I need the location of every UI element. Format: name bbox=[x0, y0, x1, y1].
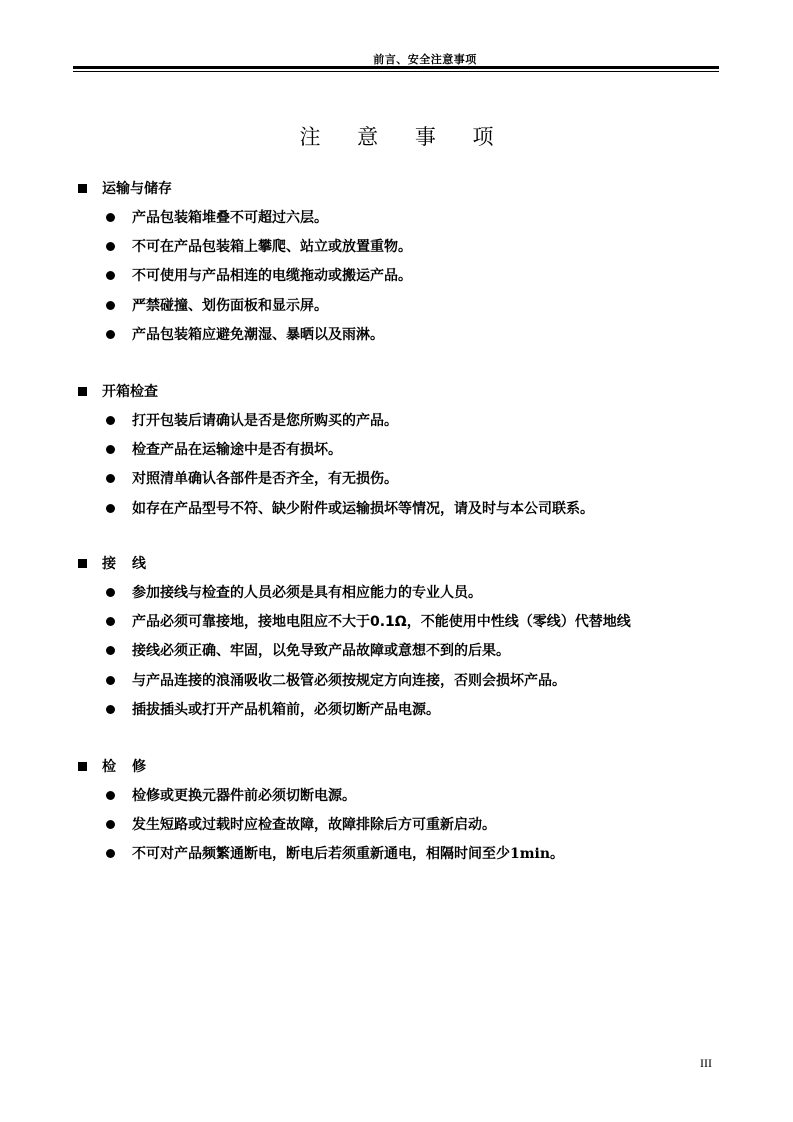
list-item-text: 产品包装箱应避免潮湿、暴晒以及雨淋。 bbox=[132, 326, 384, 343]
list-item bbox=[78, 436, 718, 465]
list-item bbox=[78, 465, 718, 494]
section-transport-storage bbox=[78, 175, 718, 350]
list-item bbox=[78, 696, 718, 725]
section-heading bbox=[78, 753, 718, 782]
list-item bbox=[78, 321, 718, 350]
list-item-text: 检查产品在运输途中是否有损坏。 bbox=[132, 442, 342, 459]
dot-bullet-icon bbox=[106, 646, 115, 655]
dot-bullet-icon bbox=[106, 791, 115, 800]
dot-bullet-icon bbox=[106, 242, 115, 251]
section-heading-text: 开箱检查 bbox=[102, 384, 158, 400]
header-rule-thick bbox=[73, 66, 719, 69]
list-item-text: 与产品连接的浪涌吸收二极管必须按规定方向连接，否则会损坏产品。 bbox=[132, 672, 566, 689]
section-heading-text: 运输与储存 bbox=[102, 181, 172, 197]
list-item bbox=[78, 840, 718, 869]
list-item-text: 不可使用与产品相连的电缆拖动或搬运产品。 bbox=[132, 268, 412, 285]
page-number: III bbox=[700, 1056, 712, 1070]
list-item-text: 打开包装后请确认是否是您所购买的产品。 bbox=[132, 413, 398, 429]
list-item bbox=[78, 637, 718, 666]
list-item bbox=[78, 233, 718, 262]
list-item-text: 不可对产品频繁通断电，断电后若须重新通电，相隔时间至少 bbox=[132, 846, 510, 863]
list-item bbox=[78, 204, 718, 233]
dot-bullet-icon bbox=[106, 676, 115, 685]
page-title: 注 意 事 项 bbox=[299, 125, 509, 149]
dot-bullet-icon bbox=[106, 301, 115, 310]
dot-bullet-icon bbox=[106, 213, 115, 222]
square-bullet-icon bbox=[78, 387, 87, 396]
list-item-text: 严禁碰撞、划伤面板和显示屏。 bbox=[132, 297, 328, 314]
section-maintenance bbox=[78, 753, 718, 870]
dot-bullet-icon bbox=[106, 588, 115, 597]
list-item-text: 检修或更换元器件前必须切断电源。 bbox=[132, 788, 356, 804]
header-rule-thin bbox=[73, 71, 719, 72]
list-item bbox=[78, 579, 718, 608]
dot-bullet-icon bbox=[106, 849, 115, 858]
square-bullet-icon bbox=[78, 559, 87, 568]
section-heading bbox=[78, 378, 718, 407]
list-item-text: 不可在产品包装箱上攀爬、站立或放置重物。 bbox=[132, 239, 412, 256]
dot-bullet-icon bbox=[106, 474, 115, 483]
dot-bullet-icon bbox=[106, 617, 115, 626]
square-bullet-icon bbox=[78, 184, 87, 193]
section-heading-text: 接线 bbox=[102, 556, 162, 572]
section-wiring bbox=[78, 550, 718, 725]
dot-bullet-icon bbox=[106, 271, 115, 280]
list-item bbox=[78, 782, 718, 811]
dot-bullet-icon bbox=[106, 416, 115, 425]
list-item-text: 产品必须可靠接地，接地电阻应不大于0.1Ω，不能使用中性线（零线）代替地线 bbox=[132, 614, 631, 631]
page-header-title: 前言、安全注意事项 bbox=[373, 53, 477, 66]
list-item-suffix: 1min。 bbox=[510, 846, 565, 863]
section-heading bbox=[78, 550, 718, 579]
square-bullet-icon bbox=[78, 762, 87, 771]
list-item-text: 参加接线与检查的人员必须是具有相应能力的专业人员。 bbox=[132, 585, 482, 601]
section-heading-text: 检修 bbox=[102, 759, 162, 775]
dot-bullet-icon bbox=[106, 330, 115, 339]
list-item-text: 发生短路或过载时应检查故障，故障排除后方可重新启动。 bbox=[132, 817, 496, 834]
dot-bullet-icon bbox=[106, 705, 115, 714]
list-item-text: 产品包装箱堆叠不可超过六层。 bbox=[132, 210, 328, 226]
dot-bullet-icon bbox=[106, 504, 115, 513]
list-item-text: 插拔插头或打开产品机箱前，必须切断产品电源。 bbox=[132, 701, 440, 718]
list-item bbox=[78, 811, 718, 840]
section-heading bbox=[78, 175, 718, 204]
dot-bullet-icon bbox=[106, 820, 115, 829]
list-item-text: 接线必须正确、牢固，以免导致产品故障或意想不到的后果。 bbox=[132, 643, 510, 660]
list-item bbox=[78, 262, 718, 291]
list-item bbox=[78, 407, 718, 436]
list-item-text: 对照清单确认各部件是否齐全，有无损伤。 bbox=[132, 471, 398, 488]
list-item-text: 如存在产品型号不符、缺少附件或运输损坏等情况，请及时与本公司联系。 bbox=[132, 500, 594, 517]
list-item bbox=[78, 608, 718, 637]
list-item bbox=[78, 667, 718, 696]
dot-bullet-icon bbox=[106, 445, 115, 454]
list-item bbox=[78, 292, 718, 321]
list-item bbox=[78, 495, 718, 524]
section-unpacking-inspection bbox=[78, 378, 718, 524]
